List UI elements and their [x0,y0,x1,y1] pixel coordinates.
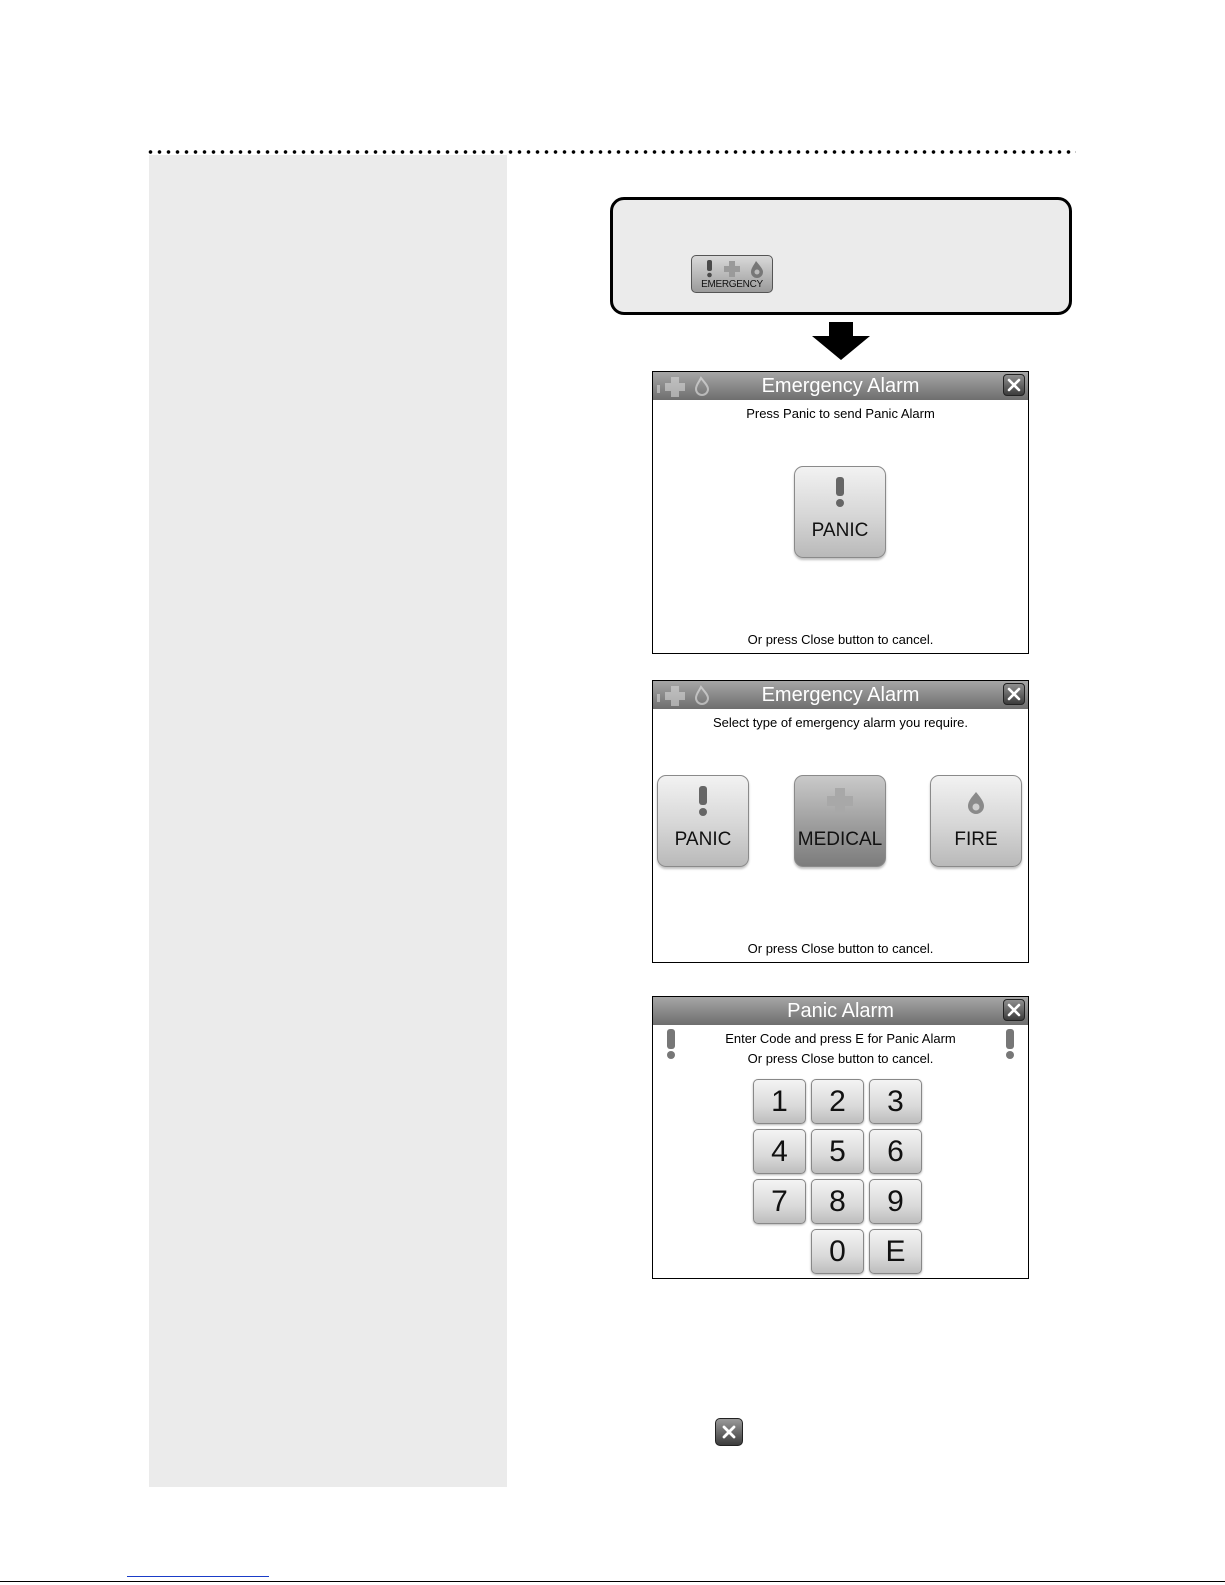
key-2[interactable]: 2 [811,1079,864,1124]
fire-button[interactable] [930,775,1022,867]
key-8[interactable]: 8 [811,1179,864,1224]
keypad-line-2: Or press Close button to cancel. [747,1051,934,1066]
key-9[interactable]: 9 [869,1179,922,1224]
instruction-text: Select type of emergency alarm you require. [712,715,969,730]
key-6[interactable]: 6 [869,1129,922,1174]
close-button[interactable] [1003,999,1025,1021]
key-5[interactable]: 5 [811,1129,864,1174]
close-button[interactable] [1003,374,1025,396]
exclamation-icon [1004,1029,1016,1059]
panic-label: PANIC [811,520,869,541]
footer-link-underline [127,1576,269,1577]
emergency-callout [610,197,1072,315]
panic-button[interactable] [794,466,886,558]
exclamation-icon [658,786,748,818]
screen-keypad [652,996,1029,1279]
keypad-instructions [653,1029,1028,1069]
close-icon [1007,1003,1021,1017]
close-icon [721,1424,737,1440]
flame-icon [931,786,1021,818]
key-7[interactable]: 7 [753,1179,806,1224]
key-0[interactable]: 0 [811,1229,864,1274]
panic-label: PANIC [674,829,732,850]
close-button-illustration [715,1418,743,1446]
footer-rule [0,1581,1225,1582]
titlebar [653,681,1028,709]
emergency-icons [692,258,772,278]
exclamation-icon [707,260,712,277]
close-icon [1007,378,1021,392]
titlebar-emergency-icons [655,375,715,397]
flame-icon [751,261,763,278]
panic-button[interactable] [657,775,749,867]
emergency-button[interactable] [691,255,773,293]
titlebar [653,997,1028,1025]
cancel-hint: Or press Close button to cancel. [747,632,934,647]
screen-select-type [652,680,1029,963]
medical-cross-icon [795,786,885,818]
cancel-hint: Or press Close button to cancel. [747,941,934,956]
titlebar-emergency-icons [655,684,715,706]
exclamation-icon [665,1029,677,1059]
close-button[interactable] [1003,683,1025,705]
key-1[interactable]: 1 [753,1079,806,1124]
down-arrow-icon [812,322,870,360]
sidebar-panel [149,155,507,1487]
key-4[interactable]: 4 [753,1129,806,1174]
screen-panic-only [652,371,1029,654]
key-enter[interactable]: E [869,1229,922,1274]
key-3[interactable]: 3 [869,1079,922,1124]
emergency-label: EMERGENCY [701,279,763,290]
keypad-line-1: Enter Code and press E for Panic Alarm [725,1031,956,1046]
medical-label: MEDICAL [797,829,883,850]
screen-title: Emergency Alarm [761,684,920,706]
exclamation-icon [795,477,885,509]
screen-title: Emergency Alarm [761,375,920,397]
instruction-text: Press Panic to send Panic Alarm [746,406,935,421]
screen-title: Panic Alarm [787,1000,894,1022]
close-icon [1007,687,1021,701]
titlebar [653,372,1028,400]
medical-cross-icon [724,261,740,277]
fire-label: FIRE [954,829,998,850]
medical-button[interactable] [794,775,886,867]
